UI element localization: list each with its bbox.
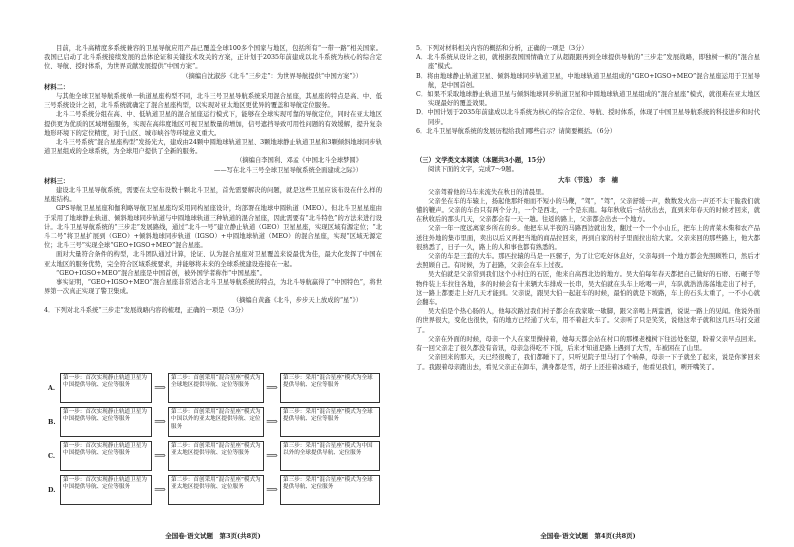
material-3-title: 材料三： — [44, 177, 70, 185]
material-3-paragraph-2: GPS导航卫星星座和伽利略导航卫星星座均采用同构星座设计，均部署在地球中圆轨道（MEO）。但北斗卫星星座由于采用了地球静止轨道、倾斜地球同步轨道与中圆地球轨道三种轨道的混合星座，因此需要有“北斗特色”的方法来进行设计。北斗卫星导航系统的“三步走”发展路线，通过“北斗一号”建立静止轨道（GEO）卫星星座，实现区域有源定位；“北斗二号”将卫星扩展到（GEO）+倾斜地球同步轨道（IGSO）+中圆地球轨道（MEO）的混合星座，实现“区域无源定位；北斗三号”实现全球“GEO+IGSO+MEO”混合星座。 — [44, 205, 382, 250]
step-2-box: 第二步：首创采用“混合星座”模式为中国以外的亚太地区提供导航、定位服务 — [168, 407, 264, 437]
question-5-option-b: B．将由地球静止轨道卫星、倾斜地球同步轨道卫星，中地球轨道卫星组成的“GEO+IGSO+MEO”混合星座运用于卫星导航，是中国首创。 — [416, 72, 760, 89]
arrow-icon: ⟹ — [266, 417, 278, 426]
material-3-paragraph-5: 事实证明，“GEO+IGSO+MEO”混合星座非常适合北斗卫星导航系统的特点，为北斗导航赢得了“中国特色”，将世界第一次真正实现了警卫集成。 — [44, 279, 382, 296]
right-text — [416, 44, 760, 372]
paragraph-intro: 目前，北斗高精度多系统兼容的卫星导航应用产品已覆盖全球100多个国家与地区，包括所有“一带一路”相关国家。我国已启动了北斗系统接续发展的总体论证和关键技术攻关的方案，正计划于2035年前建成以北斗系统为核心的综合定位、导航、授时体系，为世界贡献发展提供“中国方案”。 — [44, 45, 382, 71]
citation-2b: ——写在北斗三号全球卫星导航系统全面建成之际》） — [214, 166, 362, 174]
diagram-option-a — [44, 373, 382, 404]
step-2-box: 第二步：首创采用“混合星座”模式为全球地区提供导航、定位等服务 — [168, 373, 264, 403]
page-footer-left: 全国卷·语文试题 第3页(共8页) — [165, 531, 261, 540]
story-title: 大车（节选） 李 楠 — [558, 177, 618, 185]
story-paragraph-5: 吴大伯就是父亲常到我们这个小村庄的石匠，他来自高西北边的地方。吴大伯每年春天都把自己做好的石磨、石碾子等物件装上车拉往各地，多的时候会有十来辆大车排成一长串，吴大伯就在头车上吆喝一声，车队就浩浩荡荡地走出了村子，这一路上都要走上好几天才能到。父亲说，跟吴大伯一起赶车的时候，最怕的就是下坡路，车上的石头太重了，一不小心就会翻车。 — [416, 271, 760, 307]
diagram-option-d — [44, 475, 382, 506]
step-2-box: 第二步：首创采用“混合星座”模式为亚太地区提供导航、定位等服务 — [168, 441, 264, 471]
story-paragraph-7: 父亲在外面的时候，母亲一个人在家里操持着，她每天都会站在村口的那棵老槐树下往远处张望，盼着父亲早点回来。有一回父亲走了很久都没有音讯，母亲急得吃不下饭，后来才知道是路上遇到了大雪，车被困在了山里。 — [416, 335, 760, 353]
step-3-box: 第三步：采用“混合星座”模式为全球提供导航、定位服务 — [280, 475, 380, 505]
question-5-option-c: C．如果不采取地球静止轨道卫星与倾斜地球同步轨道卫星和中圆地球轨道卫星组成的“混合星座”模式，就很难在亚太地区实现最好的覆盖效果。 — [416, 91, 760, 108]
material-2-paragraph-2: 北斗二号系统分组在高、中、低轨道卫星的混合星座运行模式下，能够在全球实现可靠的导航定位，同时在亚太地区提供更为优质的区域增强服务，实现在高纬度地区可视卫星数量的增加，信号遮挡导致可用性问题的有效缓解，提升复杂地形环境下的定位精度，对于山区、城市峡谷等环境意义重大。 — [44, 111, 382, 137]
question-6: 6．北斗卫星导航系统的发展历程给我们哪些启示？请简要概括。（6分） — [416, 127, 617, 135]
question-4: 4．下列对北斗系统“三步走”发展战略内容的梳理，正确的一项是（3分） — [44, 306, 248, 314]
step-3-box: 第三步：采用“混合星座”模式为全球提供导航、定位等服务 — [280, 407, 380, 437]
material-2-paragraph-3: 北斗三号系统“混合星座构型”发扬光大，建成由24颗中圆地球轨道卫星、3颗地球静止轨道卫星和3颗倾斜地球同步轨道卫星组成的全球系统，为全球用户提供了全新的服务。 — [44, 139, 382, 156]
question-5: 5．下列对材料相关内容的概括和分析，正确的一项是（3分） — [416, 45, 588, 52]
step-2-box: 第二步：首创采用“混合星座”模式为亚太地区提供导航、定位服务 — [168, 475, 264, 505]
material-3-paragraph-3: 面对大量符合条件的构型，北斗团队通过计算，论证、认为混合星座对卫星覆盖来说最优为佳，最大化发挥了中国在亚太地区的服务优势，完全符合区域系统要求，并能够将未来的全球系统建设连接在一起。 — [44, 251, 382, 268]
citation-3: （摘编自黄鑫《北斗，步步天上放成的“星”》） — [232, 297, 362, 305]
arrow-icon: ⟹ — [154, 383, 166, 392]
arrow-icon: ⟹ — [266, 485, 278, 494]
section-3-heading: （三）文学类文本阅读（本题共3小题，15分） — [416, 157, 549, 165]
right-column — [416, 0, 760, 547]
step-1-box: 第一步：首次实现静止轨道卫星为中国提供导航、定位等服务 — [60, 407, 152, 437]
material-3-paragraph-1: 建设北斗卫星导航系统，需要在太空布设数十颗北斗卫星，首先需要解决的问题，就是这些卫星应该布设在什么样的星座结构。 — [44, 187, 382, 204]
step-1-box: 第一步：首次实现静止轨道卫星为中国提供导航、定位等服务 — [60, 475, 152, 505]
option-label: C. — [48, 453, 56, 460]
material-2-title: 材料二： — [44, 83, 70, 91]
arrow-icon: ⟹ — [154, 485, 166, 494]
material-3-paragraph-4: “GEO+IGSO+MEO”混合星座是中国首创，被外国学者称作“中国星座”。 — [56, 269, 266, 277]
story-paragraph-4: 父亲的车是三套的大车。那匹拉辕的马是一匹骡子，为了让它吃好休息好，父亲每到一个地方都会先照顾牲口，然后才去照顾自己。有时候，为了赶路，父亲会在车上过夜。 — [416, 253, 760, 270]
story-paragraph-3: 父亲一年一度远离家乡所在的乡。他把车从半夜的马路西边就出发，翻过一个一个小山丘，把车上的青菜木柴和农产品送往外地的集市里面，卖出以后又再把当地的商品拉回来，再到自家的村子里面拉出给大家。父亲来回的那些路上，他大都很熟悉了，日子一久，路上的人和事也都有熟悉的。 — [416, 225, 760, 251]
story-paragraph-8: 父亲回来的那天，天已经很晚了，我们都睡下了，只听见院子里马打了个响鼻，母亲一下子就坐了起来，说是你爹回来了。我跟着母亲跑出去，看见父亲正在卸车，满身都是雪，胡子上还挂着冰碴子，他看见我们，咧开嘴笑了。 — [416, 354, 760, 371]
citation-2a: （摘编自李国利、邓孟《中国北斗全球梦圆》 — [236, 157, 362, 165]
diagram-option-b — [44, 407, 382, 438]
arrow-icon: ⟹ — [266, 451, 278, 460]
story-paragraph-6: 吴大伯是个热心肠的人，他每次路过我们村子都会在我家歇一歇脚，跟父亲喝上两盅酒，说说一路上的见闻。他说外面的世界很大，变化也很快，有的地方已经通了火车，用不着赶大车了。父亲听了只是笑笑，说他这辈子就和这几匹马打交道了。 — [416, 308, 760, 334]
material-2-paragraph-1: 与其他全球卫星导航系统单一轨道星座构型不同，北斗三号卫星导航系统采用混合星座，其星座的特点是高、中、低三号系统设计之初，北斗系统就确定了混合星座构型，以实现对亚太地区更优异的覆盖和导航定位服务。 — [44, 93, 382, 110]
story-paragraph-1: 父亲驾着他的马车来流失在秋日的清晨里。 — [428, 188, 548, 196]
citation-1: （摘编自沈淑莎《北斗“三步走”：为世界导航提供“中国方案”》） — [182, 72, 362, 80]
step-3-box: 第三步：采用“混合星座”模式为中国以外的全球提供导航、定位服务 — [280, 441, 380, 471]
question-5-option-a: A．北斗系统从设计之初，就根据我国国情确立了从超跟跟再到全球提供导航的“三步走”发展战略，即独树一帜的“混合星座”模式。 — [416, 54, 760, 71]
diagram-option-c — [44, 441, 382, 472]
question-5-option-d: D．中国计划于2035年前建成以北斗系统为核心的综合定位、导航、授时体系，体现了中国卫星导航系统的科技进步和时代同步。 — [416, 109, 760, 126]
page-footer-right: 全国卷·语文试题 第4页(共8页) — [416, 532, 760, 541]
option-label: A. — [48, 385, 56, 392]
arrow-icon: ⟹ — [154, 417, 166, 426]
step-1-box: 第一步：首次实现静止轨道卫星为中国提供导航、定位等服务 — [60, 441, 152, 471]
arrow-icon: ⟹ — [266, 383, 278, 392]
section-3-instructions: 阅读下面的文字，完成7～9题。 — [428, 166, 518, 174]
story-paragraph-2: 父亲坐在车的车辕上，扬起他那纤细而不短小的马鞭，“驾”，“驾”，父亲舒缓一声，数数发火出一声还不太干脆我们就懂的鞭声。父亲的车台只有两个分力，一个是西北，一个是东南。每年秋收后一结伙出去，直到来年春天的时候才回来，就在秋收后的那头几天，父亲都会有一天一趟。往返的路上，父亲都会出去一个地方。 — [416, 197, 760, 224]
option-label: D. — [48, 487, 56, 494]
left-column — [44, 0, 382, 547]
option-label: B. — [48, 419, 56, 426]
step-1-box: 第一步：首次实现静止轨道卫星为中国提供导航、定位等服务 — [60, 373, 152, 403]
left-text-top — [44, 44, 382, 315]
step-3-box: 第三步：采用“混合星座”模式为全球提供导航、定位等服务 — [280, 373, 380, 403]
arrow-icon: ⟹ — [154, 451, 166, 460]
